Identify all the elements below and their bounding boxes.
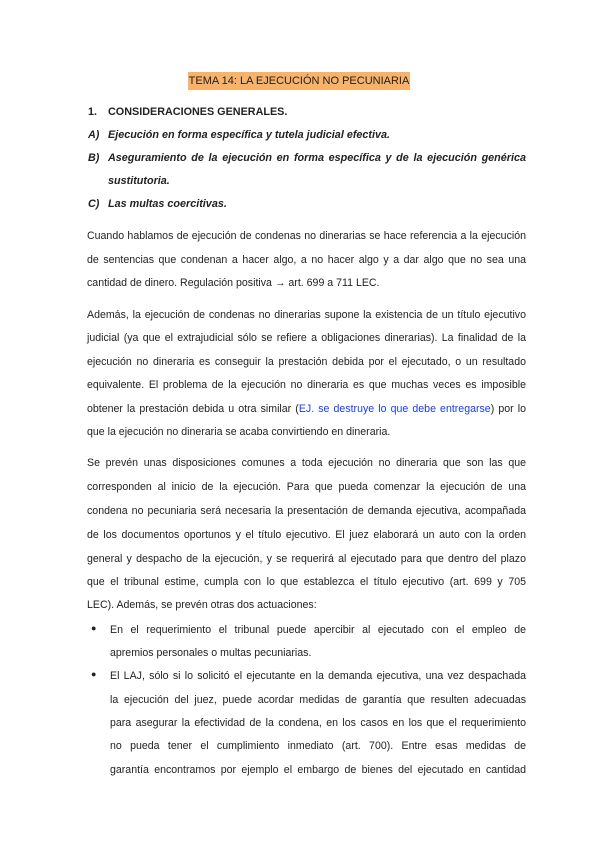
heading-text: CONSIDERACIONES GENERALES. [108, 106, 288, 118]
heading-number: 1. [88, 106, 98, 118]
subheading-b [88, 151, 526, 165]
bullet-line: para asegurar la efectividad de la condena, en los casos en los que el requerimiento [110, 717, 526, 729]
paragraph-line: Además, la ejecución de condenas no dinerarias supone la existencia de un título ejecutivo [87, 309, 526, 321]
paragraph-line [87, 402, 526, 416]
paragraph-line: Cuando hablamos de ejecución de condenas no dinerarias se hace referencia a la ejecución [87, 230, 526, 242]
text: ) por lo [490, 403, 526, 415]
paragraph-line: que la ejecución no dineraria se acaba convirtiendo en dineraria. [87, 426, 391, 438]
paragraph-line: equivalente. El problema de la ejecución no dineraria es que muchas veces es imposible [87, 379, 526, 391]
bullet-icon: ● [91, 669, 97, 679]
heading-text: Las multas coercitivas. [108, 198, 227, 210]
heading-number: A) [88, 129, 100, 141]
example-highlight: EJ. se destruye lo que debe entregarse [298, 403, 491, 415]
paragraph-line: ejecución no dineraria es conseguir la prestación debida por el ejecutado, o un resultado [87, 356, 526, 368]
heading-text: Ejecución en forma específica y tutela judicial efectiva. [108, 129, 391, 141]
heading-number: C) [88, 198, 100, 210]
paragraph-line: LEC). Además, se prevén otras dos actuaciones: [87, 599, 317, 611]
document-title: TEMA 14: LA EJECUCIÓN NO PECUNIARIA [188, 72, 410, 90]
paragraph-line: de sentencias que condenan a hacer algo, a no hacer algo y a dar algo que no sea una [87, 254, 526, 266]
bullet-line: En el requerimiento el tribunal puede apercibir al ejecutado con el empleo de [110, 624, 526, 636]
bullet-line: El LAJ, sólo si lo solicitó el ejecutante en la demanda ejecutiva, una vez despachada [110, 670, 526, 682]
paragraph-line: que el tribunal estime, cumpla con lo que establezca el título ejecutivo (art. 699 y 705 [87, 576, 526, 588]
paragraph-line: Se prevén unas disposiciones comunes a toda ejecución no dineraria que son las que [87, 457, 526, 469]
bullet-line: garantía encontramos por ejemplo el embargo de bienes del ejecutado en cantidad [110, 764, 526, 776]
heading-number: B) [88, 152, 100, 164]
bullet-line: apremios personales o multas pecuniarias. [110, 647, 312, 659]
paragraph-line: general y despacho de la ejecución, y se requerirá al ejecutado para que dentro del plazo [87, 553, 526, 565]
bullet-icon: ● [91, 623, 97, 633]
paragraph-line: de los documentos oportunos y el título ejecutivo. El juez elaborará un auto con la orden [87, 529, 526, 541]
text: obtener la prestación debida u otra similar ( [87, 403, 299, 415]
paragraph-line: condena no pecuniaria será necesaria la presentación de demanda ejecutiva, acompañada [87, 505, 526, 517]
heading-text: Aseguramiento de la ejecución en forma específica y de la ejecución genérica [108, 152, 526, 164]
subheading-b-continued: sustitutoria. [108, 175, 170, 187]
subheading-a [88, 128, 390, 142]
bullet-line: no pueda tener el cumplimiento inmediato (art. 700). Entre esas medidas de [110, 740, 526, 752]
paragraph-line: judicial (ya que el extrajudicial sólo se refiere a obligaciones dinerarias). La finalidad de la [87, 332, 526, 344]
paragraph-line: corresponden al inicio de la ejecución. Para que pueda comenzar la ejecución de una [87, 481, 526, 493]
heading-1 [88, 105, 287, 119]
bullet-line: la ejecución del juez, puede acordar medidas de garantía que resulten adecuadas [110, 694, 526, 706]
subheading-c [88, 197, 227, 211]
paragraph-line: cantidad de dinero. Regulación positiva → art. 699 a 711 LEC. [87, 277, 380, 289]
